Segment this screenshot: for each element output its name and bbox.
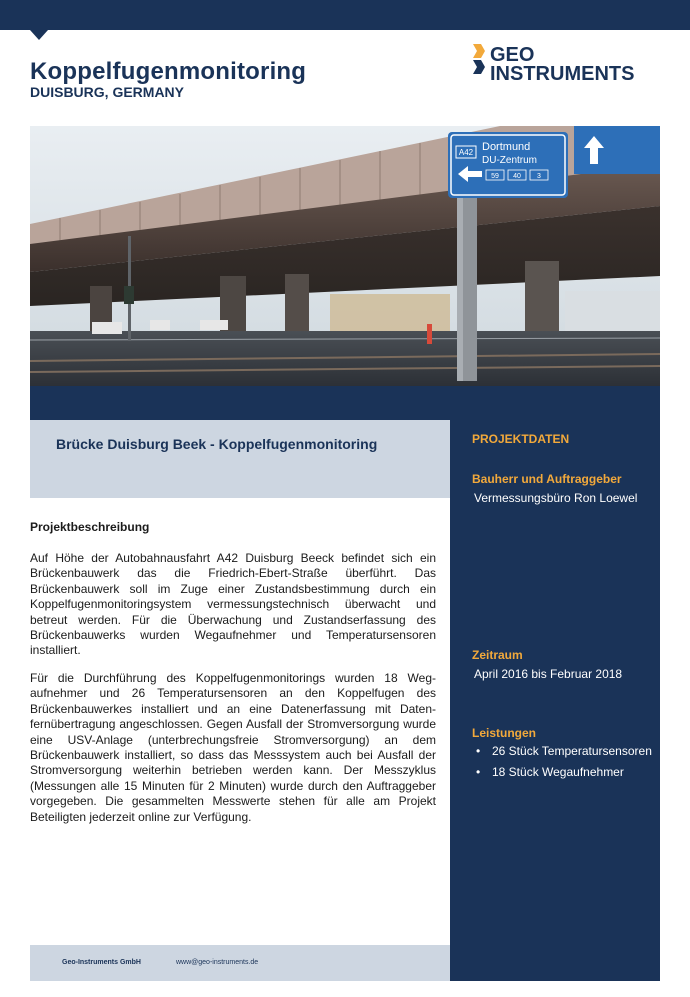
sign-exit-1: 59 bbox=[491, 173, 499, 180]
sign-line-1: Dortmund bbox=[482, 141, 531, 153]
top-bar-notch bbox=[30, 30, 48, 40]
services-list bbox=[474, 744, 654, 786]
description-paragraph-1: Auf Höhe der Autobahnausfahrt A42 Duisburg Beeck befindet sich ein Brückenbauwerk das die Friedrich-Ebert-Straße überführt. Das Brückenbauwerk soll im Zuge einer Zustandsbestimmung durch ein Koppelfugenmonitoringsystem vermessungstechnisch überwacht und betreut werden. Für die Überwachung und Zustandserfassung des Brückenbauwerks wurden Wegaufnehmer und Temperatursensoren installiert. bbox=[30, 551, 436, 658]
project-heading: Brücke Duisburg Beek - Koppelfugenmonitoring bbox=[56, 436, 378, 452]
description-heading: Projektbeschreibung bbox=[30, 520, 150, 534]
client-label: Bauherr und Auftraggeber bbox=[472, 472, 622, 486]
client-value: Vermessungsbüro Ron Loewel bbox=[474, 491, 638, 505]
sign-line-2: DU-Zentrum bbox=[482, 155, 538, 166]
footer bbox=[30, 945, 450, 981]
logo-mark-icon bbox=[470, 44, 486, 80]
geo-instruments-logo bbox=[470, 44, 660, 90]
sign-number: A42 bbox=[458, 148, 474, 157]
footer-website: www@geo-instruments.de bbox=[176, 959, 259, 966]
project-heading-box bbox=[30, 420, 450, 498]
period-value: April 2016 bis Februar 2018 bbox=[474, 667, 623, 681]
sign-exit-3: 3 bbox=[537, 173, 541, 180]
services-label: Leistungen bbox=[472, 726, 537, 740]
period-label: Zeitraum bbox=[472, 648, 523, 662]
list-item: • 26 Stück Temperatursensoren bbox=[474, 744, 654, 759]
description-paragraph-2: Für die Durchführung des Koppelfugenmonitorings wurden 18 Wegaufnehmer und 26 Temperatursensoren an den Koppelfugen des Brückenbauwerkes installiert und an eine Datenerfassung mit Datenfernübertragung angeschlossen. Gegen Ausfall der Stromversorgung wurde eine USV-Anlage (unterbrechungsfreie Stromversorgung) an dem Brückenbauwerk installiert, so dass das Messsystem auch bei Ausfall der Stromversorgung weiterhin betrieben werden kann. Der Messzyklus (Messungen alle 15 Minuten für 2 Minuten) wurde durch den Auftraggeber vorgegeben. Die gesammelten Messwerte stehen für alle am Projekt Beteiligten jederzeit online zur Verfügung. bbox=[30, 671, 436, 824]
bridge-photo-illustration bbox=[30, 126, 660, 386]
sidebar-heading: PROJEKTDATEN bbox=[472, 432, 570, 446]
page-title: Koppelfugenmonitoring bbox=[30, 58, 307, 85]
project-data-sidebar bbox=[450, 386, 660, 981]
footer-company: Geo-Instruments GmbH bbox=[62, 959, 141, 966]
bridge-photo bbox=[30, 126, 660, 386]
page-subtitle: DUISBURG, GERMANY bbox=[30, 84, 185, 100]
list-item: • 18 Stück Wegaufnehmer bbox=[474, 765, 654, 780]
logo-text-geo: GEO bbox=[490, 44, 535, 66]
logo-text-instruments: INSTRUMENTS bbox=[490, 63, 635, 85]
top-bar bbox=[0, 0, 690, 30]
sign-exit-2: 40 bbox=[513, 173, 521, 180]
